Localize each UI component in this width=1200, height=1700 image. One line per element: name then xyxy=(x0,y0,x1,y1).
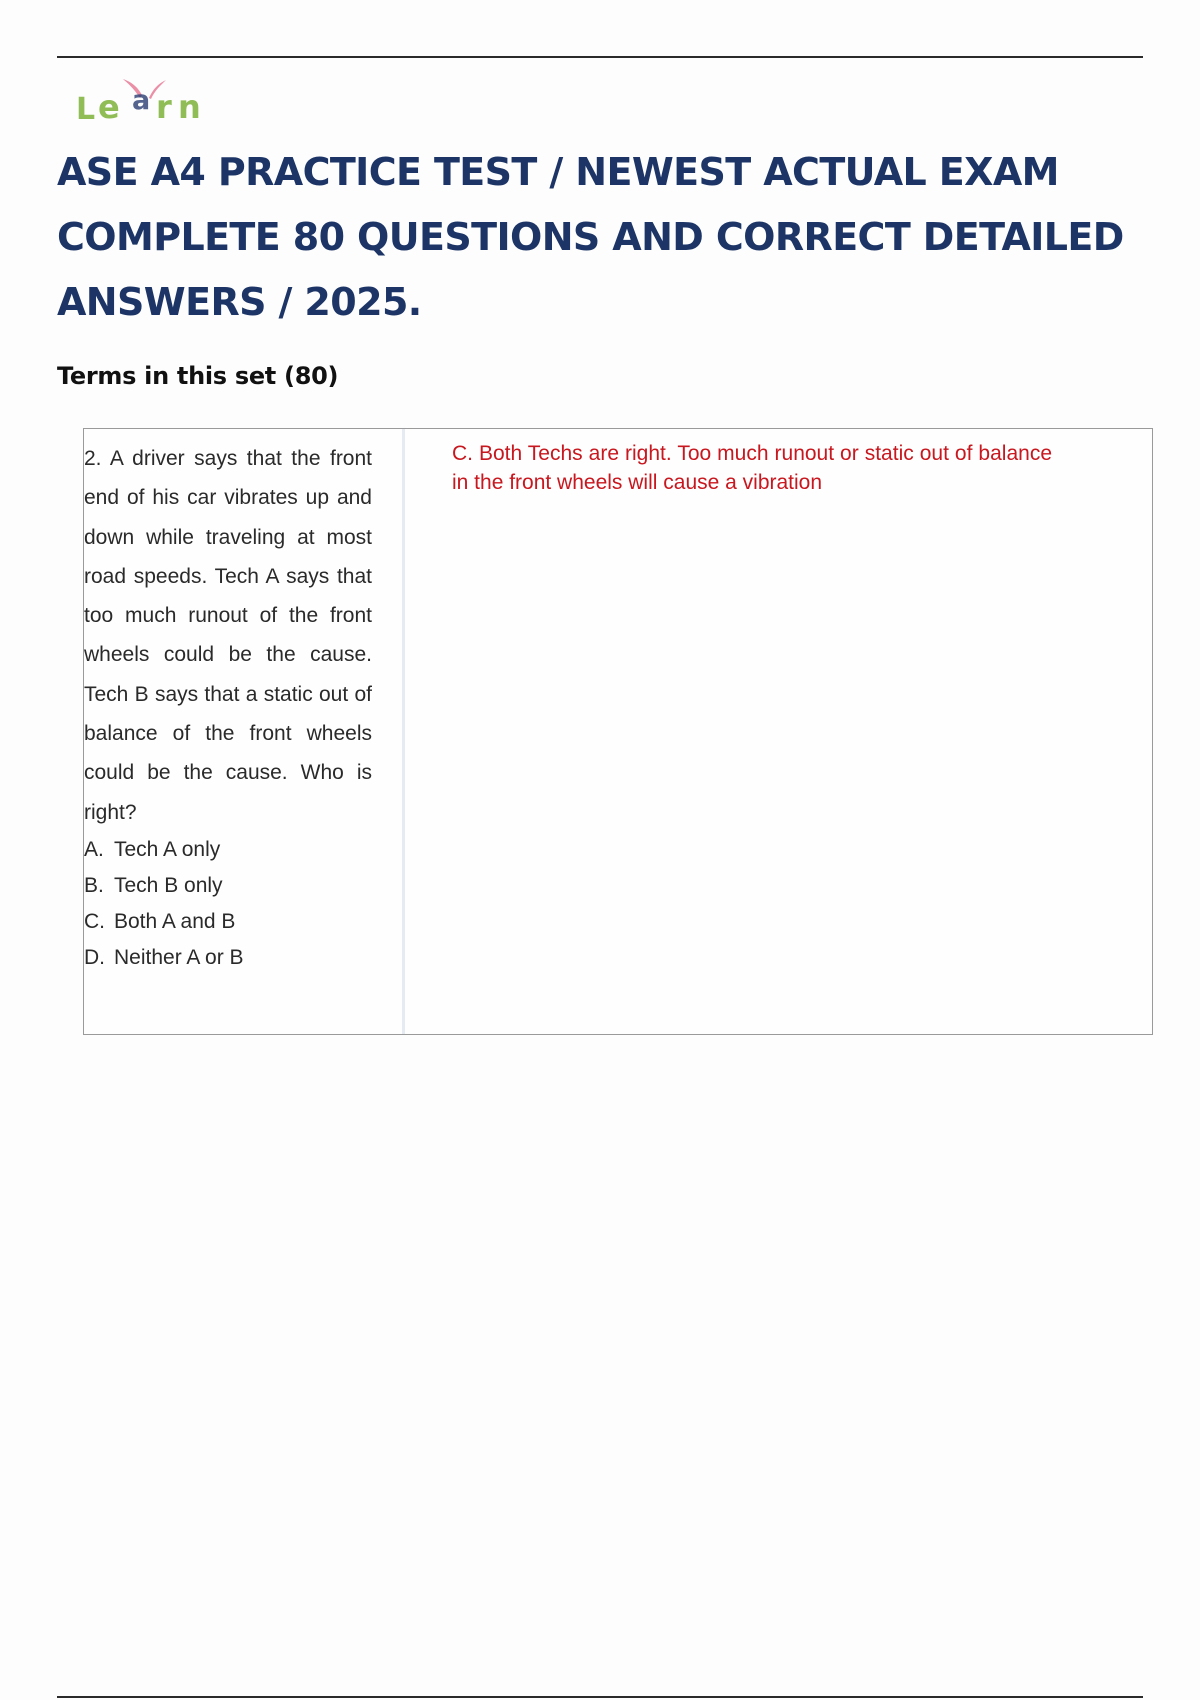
svg-text:r: r xyxy=(156,88,172,126)
option-text: Neither A or B xyxy=(114,945,244,969)
option-item xyxy=(84,832,372,868)
question-column xyxy=(84,439,372,976)
option-text: Tech A only xyxy=(114,837,221,861)
svg-text:a: a xyxy=(132,85,151,116)
column-divider xyxy=(402,429,405,1034)
document-title xyxy=(57,140,1157,335)
top-rule xyxy=(57,56,1143,58)
svg-text:e: e xyxy=(98,88,120,126)
option-letter: A. xyxy=(84,837,104,861)
question-text: 2. A driver says that the front end of his car vibrates up and down while traveling at most road speeds. Tech A says that too much runout of the front wheels could be the cause. Tech B says that a static out of balance of the front wheels could be the cause. Who is right? xyxy=(84,447,372,824)
option-item xyxy=(84,868,372,904)
title-line: ANSWERS / 2025. xyxy=(57,280,422,324)
terms-heading: Terms in this set (80) xyxy=(57,362,339,390)
learn-logo xyxy=(74,76,224,126)
title-line: ASE A4 PRACTICE TEST / NEWEST ACTUAL EXAM xyxy=(57,150,1059,194)
title-line: COMPLETE 80 QUESTIONS AND CORRECT DETAILED xyxy=(57,215,1124,259)
option-letter: C. xyxy=(84,909,105,933)
option-letter: B. xyxy=(84,873,104,897)
option-item xyxy=(84,940,372,976)
svg-text:n: n xyxy=(178,88,201,126)
flashcard xyxy=(83,428,1153,1035)
answer-options xyxy=(84,832,372,976)
option-letter: D. xyxy=(84,945,105,969)
option-text: Both A and B xyxy=(114,909,236,933)
svg-text:L: L xyxy=(76,92,96,126)
option-item xyxy=(84,904,372,940)
option-text: Tech B only xyxy=(114,873,223,897)
bottom-rule xyxy=(57,1696,1143,1698)
answer-text: C. Both Techs are right. Too much runout or static out of balance in the front wheels will cause a vibration xyxy=(452,442,1052,494)
